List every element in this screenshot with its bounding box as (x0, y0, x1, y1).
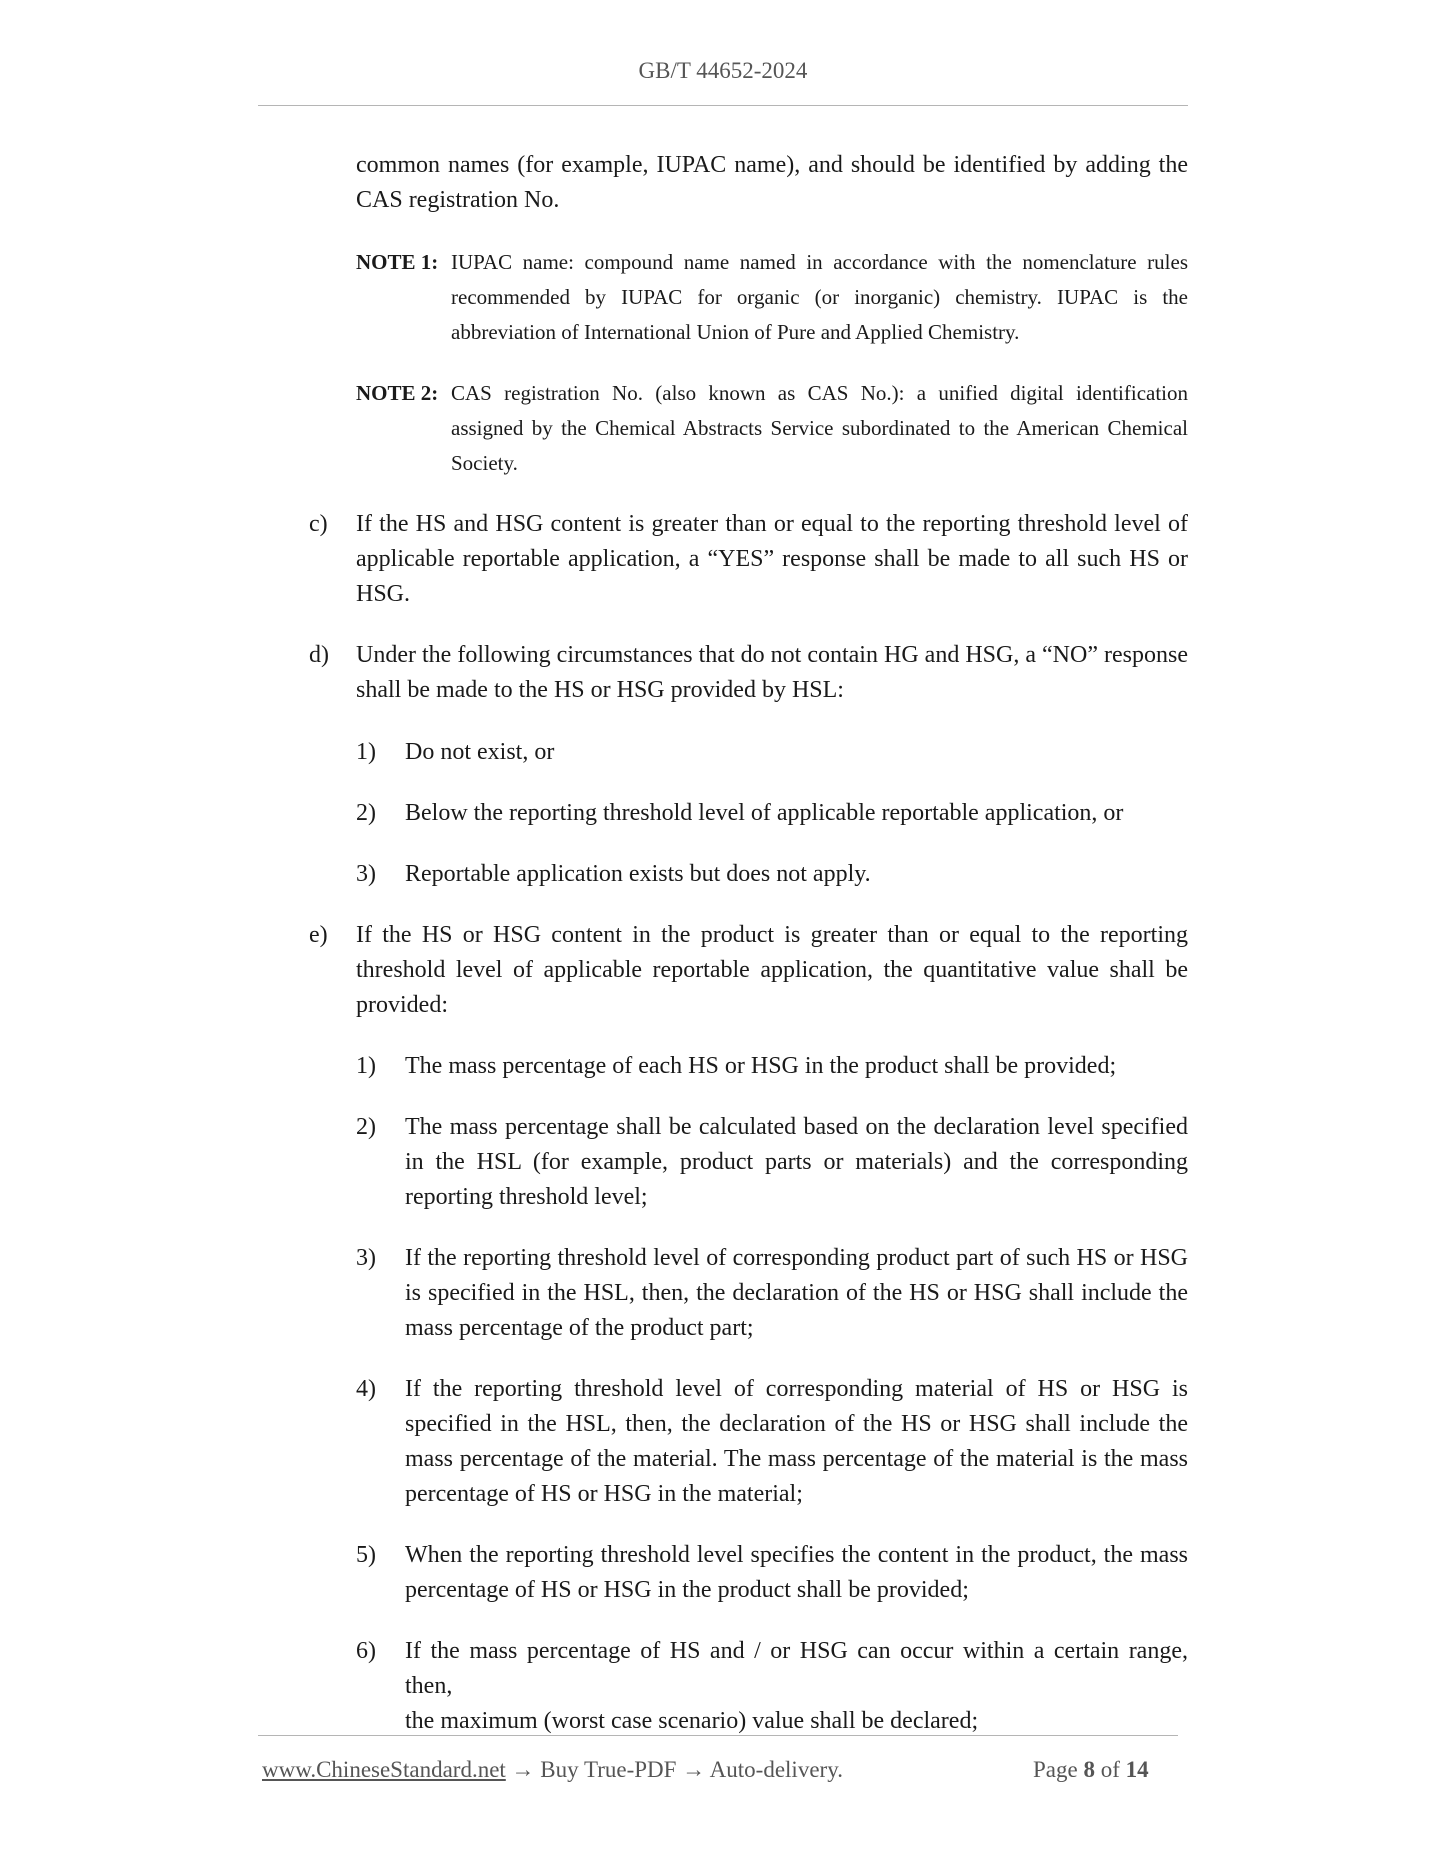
item-d-sub-2-label: 2) (356, 800, 376, 826)
arrow-right-icon: → (511, 1757, 535, 1782)
item-e-sub-5-text (405, 1538, 1188, 1608)
item-c-text (356, 507, 1188, 612)
item-e-line-2: threshold level of applicable reportable application, the quantitative value shall be (356, 957, 1188, 983)
item-e-sub-2-label: 2) (356, 1114, 376, 1140)
arrow-right-icon: → (682, 1757, 706, 1782)
intro-line-1: common names (for example, IUPAC name), and should be identified by adding the (356, 152, 1188, 178)
item-e-sub-3-line-1: If the reporting threshold level of corresponding product part of such HS or HSG (405, 1245, 1188, 1271)
item-d-sub-2-text: Below the reporting threshold level of applicable reportable application, or (405, 800, 1124, 826)
item-e-sub-4-line-4: percentage of HS or HSG in the material; (405, 1481, 803, 1507)
item-e-sub-6-label: 6) (356, 1638, 376, 1664)
item-e-line-1: If the HS or HSG content in the product is greater than or equal to the reporting (356, 922, 1188, 948)
note-2-line-2: assigned by the Chemical Abstracts Service subordinated to the American Chemical (451, 416, 1188, 440)
note-1-line-1: IUPAC name: compound name named in accordance with the nomenclature rules (451, 250, 1188, 274)
item-e-sub-6-text (405, 1634, 1188, 1739)
item-e-sub-1-line-1: The mass percentage of each HS or HSG in the product shall be provided; (405, 1053, 1117, 1079)
item-e-sub-4-line-1: If the reporting threshold level of corresponding material of HS or HSG is (405, 1376, 1188, 1402)
item-e-line-3: provided: (356, 992, 448, 1018)
footer-delivery-text: Auto-delivery. (709, 1757, 843, 1782)
note-2-line-3: Society. (451, 451, 518, 475)
intro-paragraph (356, 148, 1188, 218)
page-total: 14 (1125, 1757, 1149, 1782)
footer-rule (258, 1735, 1178, 1736)
item-d-line-2: shall be made to the HS or HSG provided by HSL: (356, 677, 844, 703)
item-e-sub-5-line-1: When the reporting threshold level specifies the content in the product, the mass (405, 1542, 1188, 1568)
note-1-line-3: abbreviation of International Union of Pure and Applied Chemistry. (451, 320, 1020, 344)
item-e-sub-3-line-3: mass percentage of the product part; (405, 1315, 754, 1341)
item-e-sub-5-line-2: percentage of HS or HSG in the product shall be provided; (405, 1577, 969, 1603)
item-e-sub-3-text (405, 1241, 1188, 1346)
item-d-label: d) (309, 642, 329, 668)
item-e-sub-1-text (405, 1049, 1188, 1084)
note-2-line-1: CAS registration No. (also known as CAS No.): a unified digital identification (451, 381, 1188, 405)
page-header: GB/T 44652-2024 (638, 58, 808, 83)
item-e-sub-4-text (405, 1372, 1188, 1512)
item-e-sub-2-line-2: in the HSL (for example, product parts or materials) and the corresponding (405, 1149, 1188, 1175)
item-e-sub-2-line-3: reporting threshold level; (405, 1184, 648, 1210)
item-d-sub-1-text: Do not exist, or (405, 739, 555, 765)
item-e-sub-6-line-1: If the mass percentage of HS and / or HSG can occur within a certain range, then, (405, 1638, 1188, 1699)
item-d-sub-3-text: Reportable application exists but does not apply. (405, 861, 871, 887)
item-e-label: e) (309, 922, 328, 948)
item-d-line-1: Under the following circumstances that do not contain HG and HSG, a “NO” response (356, 642, 1188, 668)
item-e-sub-2-line-1: The mass percentage shall be calculated based on the declaration level specified (405, 1114, 1188, 1140)
item-d-sub-1-label: 1) (356, 739, 376, 765)
item-c-line-2: applicable reportable application, a “YES” response shall be made to all such HS or (356, 546, 1188, 572)
footer-site-link[interactable]: www.ChineseStandard.net (262, 1757, 506, 1782)
item-e-sub-4-label: 4) (356, 1376, 376, 1402)
item-d-sub-3-label: 3) (356, 861, 376, 887)
footer-buy-text: Buy True-PDF (540, 1757, 677, 1782)
item-e-sub-5-label: 5) (356, 1542, 376, 1568)
item-e-sub-3-line-2: is specified in the HSL, then, the declaration of the HS or HSG shall include the (405, 1280, 1188, 1306)
footer-left (262, 1757, 843, 1783)
page-number: 8 (1083, 1757, 1095, 1782)
page-indicator (1033, 1757, 1149, 1783)
note-2-text (451, 376, 1188, 481)
item-c-label: c) (309, 511, 328, 537)
item-e-sub-4-line-2: specified in the HSL, then, the declaration of the HS or HSG shall include the (405, 1411, 1188, 1437)
item-c-line-3: HSG. (356, 581, 411, 607)
item-d-text (356, 638, 1188, 708)
note-1-label: NOTE 1: (356, 250, 439, 274)
note-2-label: NOTE 2: (356, 381, 439, 405)
note-1-text (451, 245, 1188, 350)
item-e-sub-3-label: 3) (356, 1245, 376, 1271)
intro-line-2: CAS registration No. (356, 187, 560, 213)
item-c-line-1: If the HS and HSG content is greater than or equal to the reporting threshold level of (356, 511, 1188, 537)
item-e-sub-4-line-3: mass percentage of the material. The mass percentage of the material is the mass (405, 1446, 1188, 1472)
page-word: Page (1033, 1757, 1078, 1782)
item-e-text (356, 918, 1188, 1023)
of-word: of (1100, 1757, 1120, 1782)
item-e-sub-2-text (405, 1110, 1188, 1215)
header-rule (258, 105, 1188, 106)
note-1-line-2: recommended by IUPAC for organic (or inorganic) chemistry. IUPAC is the (451, 285, 1188, 309)
item-e-sub-6-line-2: the maximum (worst case scenario) value shall be declared; (405, 1708, 979, 1734)
item-e-sub-1-label: 1) (356, 1053, 376, 1079)
